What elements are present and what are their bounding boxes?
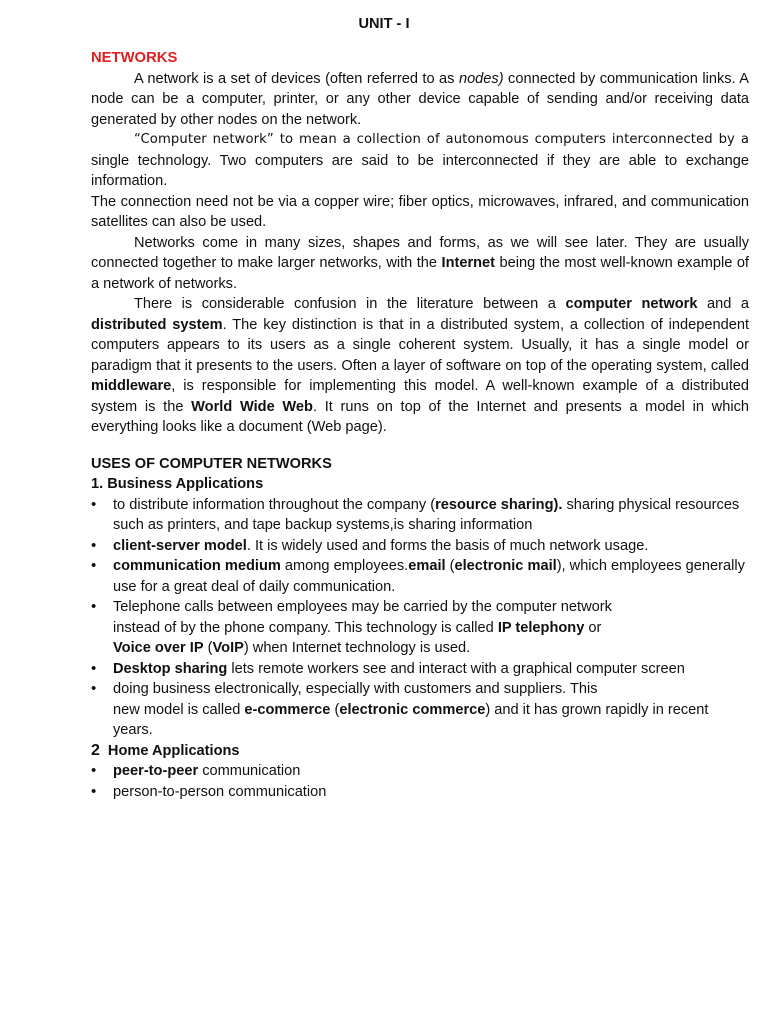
list-item xyxy=(91,597,749,659)
text-run: There is considerable confusion in the literature between a xyxy=(134,296,566,312)
bold-term: distributed system xyxy=(91,316,223,333)
document-body xyxy=(91,48,749,802)
bold-term: Desktop sharing xyxy=(113,660,228,677)
networks-heading: NETWORKS xyxy=(91,50,178,66)
text-run: ) and it has grown rapidly in recent years. xyxy=(113,701,709,738)
bold-term: computer network xyxy=(565,296,698,312)
bold-term: resource sharing). xyxy=(435,496,563,513)
text-run: new model is called xyxy=(113,701,245,718)
text-run: among employees. xyxy=(280,558,409,574)
text-run: communication xyxy=(198,763,301,779)
text-run: ( xyxy=(445,558,455,574)
bold-term: e-commerce xyxy=(244,701,331,718)
home-applications-heading xyxy=(91,741,749,762)
text-run: sharing physical resources such as printers, and tape backup systems,is sharing information xyxy=(113,496,740,533)
list-item xyxy=(91,761,749,782)
bold-term: electronic mail xyxy=(454,558,557,574)
bold-term: World Wide Web xyxy=(191,398,313,415)
text-run: Networks come in many sizes, shapes and forms, as we will see later. They are usually connected together to make larger networks, with the xyxy=(91,234,749,271)
section-number: 2 xyxy=(91,741,100,759)
text-run: ), which employees generally use for a great deal of daily communication. xyxy=(113,558,745,595)
networks-paragraph-5 xyxy=(91,294,749,438)
text-run: being the most well-known example of a network of networks. xyxy=(91,255,749,292)
section-spacer xyxy=(91,438,749,454)
business-applications-heading: 1. Business Applications xyxy=(91,476,264,492)
networks-paragraph-3: The connection need not be via a copper wire; fiber optics, microwaves, infrared, and communication satellites can also be used. xyxy=(91,193,749,230)
text-run: to distribute information throughout the company ( xyxy=(113,496,436,513)
bold-term: Internet xyxy=(441,255,496,271)
list-item xyxy=(91,495,749,536)
text-run: . It runs on top of the Internet and presents a model in which everything looks like a document (Web page). xyxy=(91,398,749,435)
text-run: lets remote workers see and interact with a graphical computer screen xyxy=(227,660,685,677)
business-applications-list xyxy=(91,495,749,741)
unit-title: UNIT - I xyxy=(358,16,410,32)
networks-paragraph-1 xyxy=(91,69,749,131)
networks-paragraph-2: single technology. Two computers are said to be interconnected if they are able to exchange information. xyxy=(91,152,749,189)
bold-term: client-server model xyxy=(113,537,247,554)
text-run: ) when Internet technology is used. xyxy=(243,640,471,656)
bold-term: electronic commerce xyxy=(339,701,486,718)
text-run: , is responsible for implementing this model. A well-known example of a distributed system is the xyxy=(91,378,749,415)
bold-term: email xyxy=(408,558,446,574)
bold-term: communication medium xyxy=(113,558,281,574)
text-run: Telephone calls between employees may be carried by the computer network xyxy=(113,599,612,615)
list-item xyxy=(91,536,749,557)
text-run: or xyxy=(584,619,602,636)
bold-term: VoIP xyxy=(212,640,244,656)
text-run: . The key distinction is that in a distributed system, a collection of independent computers appears to its users as a single coherent system. Usually, it has a single model or paradigm that it presents to the users. Often a layer of software on top of the operating system, called xyxy=(91,316,750,374)
text-run: . It is widely used and forms the basis of much network usage. xyxy=(246,537,649,554)
bold-term: Voice over IP xyxy=(113,640,204,656)
list-item xyxy=(91,659,749,680)
text-run: instead of by the phone company. This technology is called xyxy=(113,619,498,636)
text-run: and a xyxy=(697,296,749,312)
italic-term: nodes) xyxy=(458,70,504,87)
text-run: A network is a set of devices (often referred to as xyxy=(134,70,459,87)
list-item xyxy=(91,556,749,597)
list-item xyxy=(91,679,749,741)
section-title: Home Applications xyxy=(107,742,240,759)
text-run: ( xyxy=(203,640,213,656)
bold-term: peer-to-peer xyxy=(113,763,199,779)
networks-paragraph-2-quote: “Computer network” to mean a collection of autonomous computers interconnected by a xyxy=(134,132,749,147)
bold-term: IP telephony xyxy=(497,619,585,636)
bold-term: middleware xyxy=(91,378,172,394)
text-run: ( xyxy=(330,701,340,718)
networks-paragraph-4 xyxy=(91,233,749,295)
text-run: connected by communication links. A node can be a computer, printer, or any other device capable of sending and/or receiving data generated by other nodes on the network. xyxy=(91,70,749,128)
uses-heading: USES OF COMPUTER NETWORKS xyxy=(91,455,332,472)
home-applications-list xyxy=(91,761,749,802)
text-run: doing business electronically, especially with customers and suppliers. This xyxy=(113,681,598,697)
list-item: • person-to-person communication xyxy=(91,782,749,803)
